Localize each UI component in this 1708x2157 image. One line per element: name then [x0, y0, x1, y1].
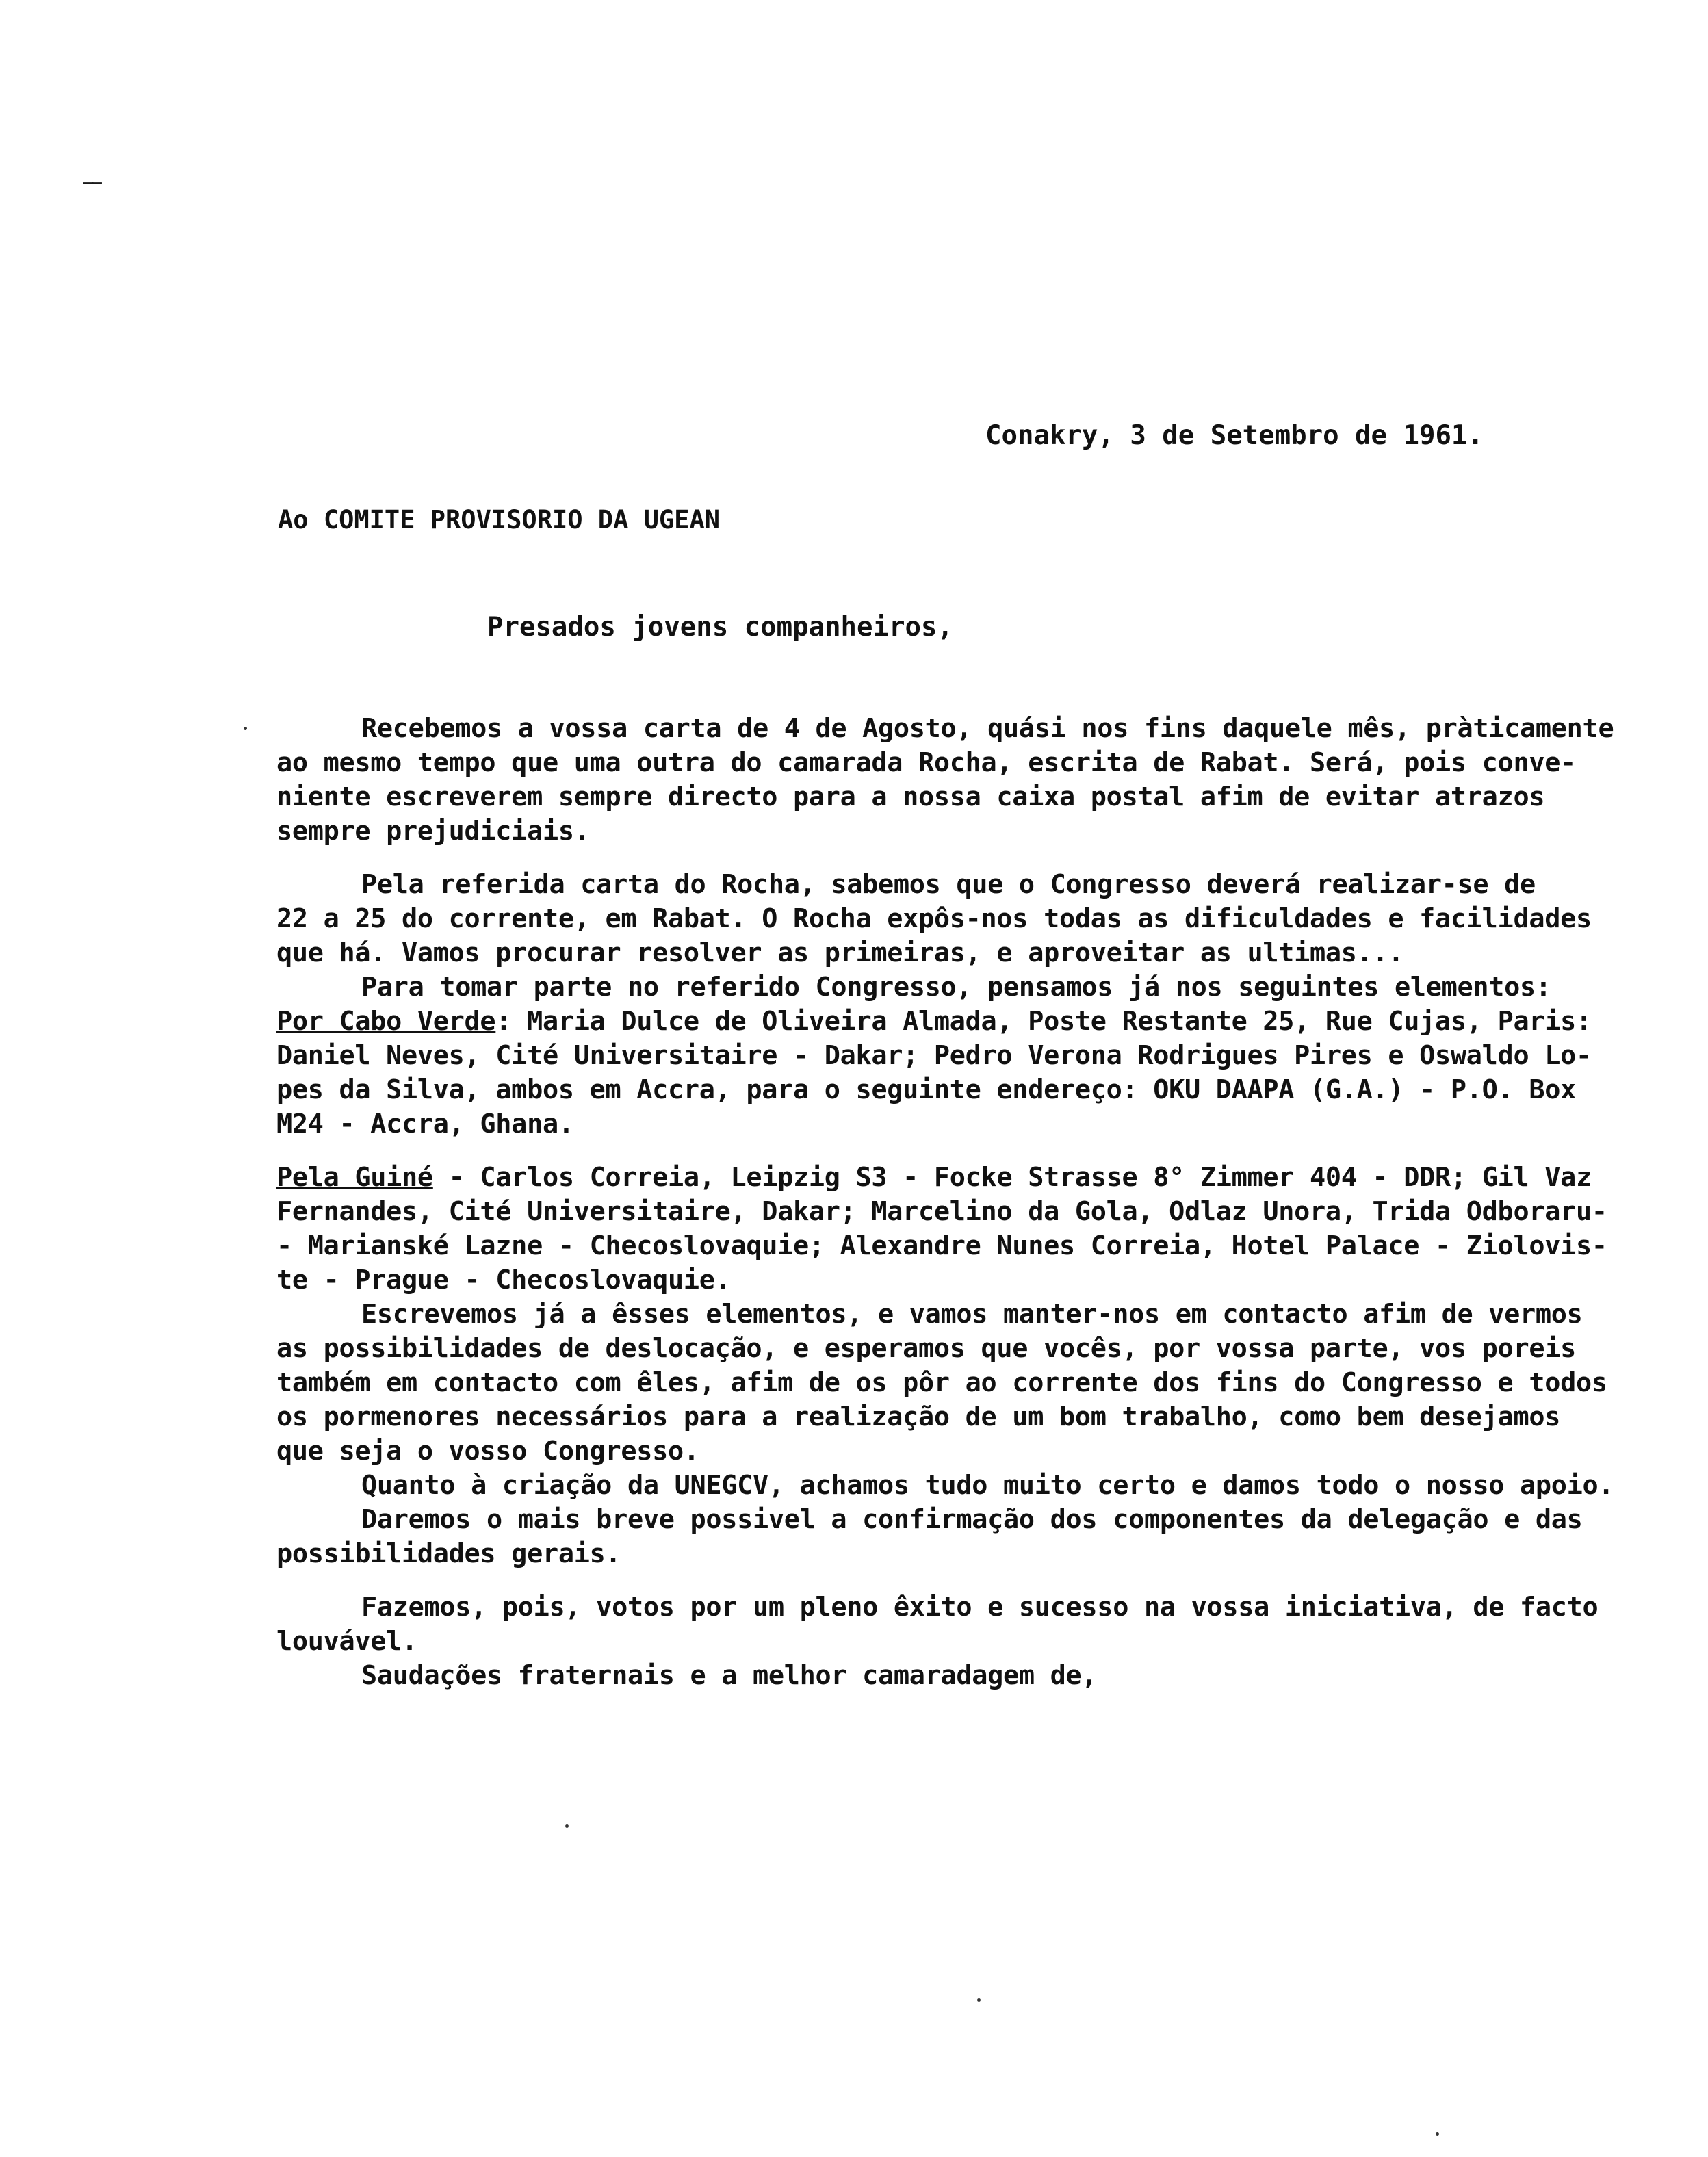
body-line: Daniel Neves, Cité Universitaire - Dakar; Pedro Verona Rodrigues Pires e Oswaldo Lo-: [276, 1040, 1592, 1071]
closing-line: Saudações fraternais e a melhor camaradagem de,: [361, 1660, 1098, 1691]
scan-speck: [565, 1824, 569, 1828]
body-line: M24 - Accra, Ghana.: [276, 1109, 574, 1139]
body-line: sempre prejudiciais.: [276, 816, 590, 847]
salutation-line: Presados jovens companheiros,: [487, 612, 953, 643]
scan-speck: [1436, 2132, 1439, 2136]
guine-heading: Pela Guiné: [276, 1162, 433, 1193]
scan-speck: [977, 1998, 981, 2002]
letter-body: [276, 712, 1652, 1693]
body-line: Quanto à criação da UNEGCV, achamos tudo muito certo e damos todo o nosso apoio.: [361, 1470, 1614, 1501]
body-line-rest: - Carlos Correia, Leipzig S3 - Focke Strasse 8° Zimmer 404 - DDR; Gil Vaz: [432, 1162, 1592, 1193]
body-line: que seja o vosso Congresso.: [276, 1436, 699, 1467]
paragraph-gap: [276, 1571, 1652, 1590]
cabo-verde-heading: Por Cabo Verde: [276, 1006, 496, 1037]
body-line: os pormenores necessários para a realização de um bom trabalho, como bem desejamos: [276, 1402, 1561, 1432]
body-line: Escrevemos já a êsses elementos, e vamos manter-nos em contacto afim de vermos: [361, 1299, 1583, 1330]
body-line: [276, 1005, 1652, 1039]
body-line: possibilidades gerais.: [276, 1538, 621, 1569]
body-line: Fazemos, pois, votos por um pleno êxito e sucesso na vossa iniciativa, de facto: [361, 1592, 1599, 1623]
body-line: as possibilidades de deslocação, e esperamos que vocês, por vossa parte, vos poreis: [276, 1333, 1576, 1364]
body-line: também em contacto com êles, afim de os pôr ao corrente dos fins do Congresso e todos: [276, 1367, 1607, 1398]
body-line: pes da Silva, ambos em Accra, para o seguinte endereço: OKU DAAPA (G.A.) - P.O. Box: [276, 1074, 1576, 1105]
date-line: Conakry, 3 de Setembro de 1961.: [985, 420, 1484, 451]
corner-mark: ——: [83, 172, 101, 192]
body-line: Fernandes, Cité Universitaire, Dakar; Marcelino da Gola, Odlaz Unora, Trida Odboraru-: [276, 1196, 1607, 1227]
scan-speck: [244, 727, 247, 730]
body-line: - Marianské Lazne - Checoslovaquie; Alexandre Nunes Correia, Hotel Palace - Ziolovis-: [276, 1230, 1607, 1261]
body-line: niente escreverem sempre directo para a nossa caixa postal afim de evitar atrazos: [276, 782, 1545, 812]
body-line: Daremos o mais breve possivel a confirmação dos componentes da delegação e das: [361, 1504, 1583, 1535]
body-line: ao mesmo tempo que uma outra do camarada Rocha, escrita de Rabat. Será, pois conve-: [276, 747, 1576, 778]
paragraph-gap: [276, 1141, 1652, 1161]
addressee-line: Ao COMITE PROVISORIO DA UGEAN: [278, 505, 721, 534]
body-line: Recebemos a vossa carta de 4 de Agosto, quási nos fins daquele mês, pràticamente: [361, 713, 1614, 744]
body-line: 22 a 25 do corrente, em Rabat. O Rocha expôs-nos todas as dificuldades e facilidades: [276, 903, 1592, 934]
body-line: Para tomar parte no referido Congresso, pensamos já nos seguintes elementos:: [361, 972, 1551, 1003]
body-line: [276, 1161, 1652, 1195]
body-line: te - Prague - Checoslovaquie.: [276, 1265, 731, 1295]
body-line-rest: : Maria Dulce de Oliveira Almada, Poste Restante 25, Rue Cujas, Paris:: [495, 1006, 1592, 1037]
body-line: louvável.: [276, 1626, 417, 1657]
paragraph-gap: [276, 849, 1652, 868]
body-line: Pela referida carta do Rocha, sabemos que o Congresso deverá realizar-se de: [361, 869, 1536, 900]
body-line: que há. Vamos procurar resolver as primeiras, e aproveitar as ultimas...: [276, 938, 1404, 968]
